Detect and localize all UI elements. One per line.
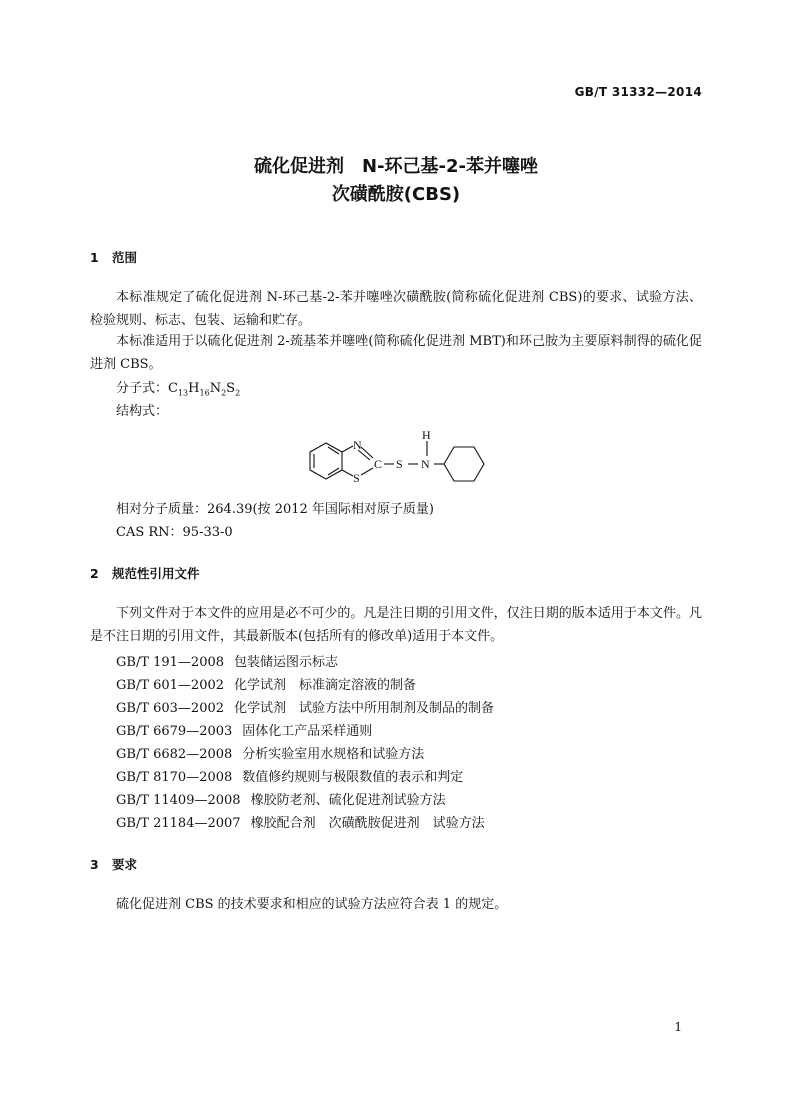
atom-h: H	[422, 428, 431, 442]
reference-item: GB/T 6682—2008 分析实验室用水规格和试验方法	[116, 747, 425, 762]
section-number: 1	[90, 250, 99, 265]
atom-s-ring: S	[353, 471, 360, 485]
references-intro: 下列文件对于本文件的应用是必不可少的。凡是注日期的引用文件，仅注日期的版本适用于本文件。凡是不注日期的引用文件，其最新版本(包括所有的修改单)适用于本文件。	[90, 606, 702, 644]
molecular-formula: 分子式：$C_{13}H_{16}N_2S_2$	[116, 381, 241, 398]
section-1-heading	[90, 248, 137, 266]
atom-n-amine: N	[421, 457, 430, 471]
reference-item: GB/T 8170—2008 数值修约规则与极限数值的表示和判定	[116, 770, 464, 785]
reference-item: GB/T 601—2002 化学试剂 标准滴定溶液的制备	[116, 678, 417, 693]
section-title: 规范性引用文件	[112, 566, 200, 581]
atom-n-ring: N	[353, 438, 362, 452]
section-title: 范围	[112, 250, 138, 265]
molar-mass: 相对分子质量：264.39(按 2012 年国际相对原子质量)	[116, 502, 434, 517]
reference-item: GB/T 191—2008 包装储运图示标志	[116, 655, 339, 670]
page-number: 1	[674, 1020, 682, 1034]
atom-s-link: S	[396, 457, 403, 471]
section-3-heading	[90, 855, 137, 873]
title-line-2: 次磺酰胺(CBS)	[331, 184, 461, 205]
structure-label: 结构式：	[116, 404, 169, 419]
reference-item: GB/T 11409—2008 橡胶防老剂、硫化促进剂试验方法	[116, 793, 446, 808]
scope-paragraph-2: 本标准适用于以硫化促进剂 2-巯基苯并噻唑(简称硫化促进剂 MBT)和环己胺为主要原料制得的硫化促进剂 CBS。	[90, 334, 702, 372]
formula-label: 分子式：	[116, 381, 169, 396]
structural-formula	[300, 425, 500, 493]
section-2-heading	[90, 564, 200, 582]
section-number: 3	[90, 857, 99, 872]
cas-number: CAS RN：95-33-0	[116, 525, 233, 540]
title-line-1: 硫化促进剂 N-环己基-2-苯并噻唑	[254, 156, 538, 177]
reference-item: GB/T 6679—2003 固体化工产品采样通则	[116, 724, 373, 739]
standard-code: GB/T 31332—2014	[574, 85, 702, 99]
section-number: 2	[90, 566, 99, 581]
cyclohexyl-ring	[444, 447, 484, 481]
section-title: 要求	[112, 857, 138, 872]
reference-item: GB/T 603—2002 化学试剂 试验方法中所用制剂及制品的制备	[116, 701, 495, 716]
atom-c: C	[374, 457, 383, 471]
reference-item: GB/T 21184—2007 橡胶配合剂 次磺酰胺促进剂 试验方法	[116, 816, 485, 831]
requirements-paragraph: 硫化促进剂 CBS 的技术要求和相应的试验方法应符合表 1 的规定。	[116, 897, 508, 912]
scope-paragraph-1: 本标准规定了硫化促进剂 N-环己基-2-苯并噻唑次磺酰胺(简称硫化促进剂 CBS)的要求、试验方法、检验规则、标志、包装、运输和贮存。	[90, 290, 702, 328]
